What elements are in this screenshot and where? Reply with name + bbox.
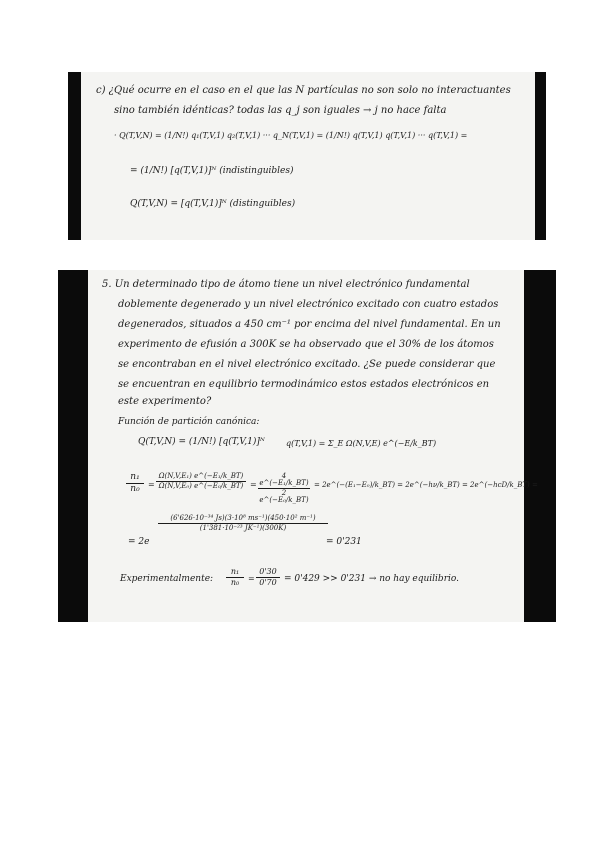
- ratio-f1-numerator: Ω(N,V,E₁) e^(−E₁/k_BT): [156, 473, 246, 482]
- question-c-line-1: c) ¿Qué ocurre en el caso en el que las N partículas no son solo no interactuantes: [96, 85, 511, 96]
- ratio-degeneracy-fraction: [156, 473, 246, 490]
- exp-ratio-values: [256, 568, 280, 587]
- photo-part-c: [68, 72, 546, 240]
- ratio-f2-numerator: 4 e^(−E₁/k_BT): [259, 472, 309, 487]
- problem-line-5: se encontraban en el nivel electrónico excitado. ¿Se puede considerar que: [118, 359, 496, 370]
- partition-function-heading: Función de partición canónica:: [118, 417, 260, 427]
- calc-prefix: = 2e: [128, 537, 150, 547]
- exponent-denominator: (1'381·10⁻²³ JK⁻¹)(300K): [199, 524, 287, 532]
- problem-line-3: degenerados, situados a 450 cm⁻¹ por encima del nivel fundamental. En un: [118, 319, 501, 330]
- exponent-numerator: (6'626·10⁻³⁴ Js)(3·10⁸ ms⁻¹)(450·10² m⁻¹): [158, 515, 328, 524]
- ratio-numeric-fraction: [258, 473, 310, 504]
- equation-distinguishable: Q(T,V,N) = [q(T,V,1)]ᴺ (distinguibles): [130, 199, 296, 209]
- equals-sign: =: [250, 480, 257, 489]
- ratio-n1-n0: [126, 473, 144, 494]
- equation-q-product: · Q(T,V,N) = (1/N!) q₁(T,V,1) q₂(T,V,1) ··· q_N(T,V,1) = (1/N!) q(T,V,1) q(T,V,1) ··· q(T,V,1) =: [114, 131, 468, 140]
- problem-line-6: se encuentran en equilibrio termodinámico estos estados electrónicos en: [118, 379, 490, 390]
- ratio-n0: n₀: [130, 484, 140, 494]
- equals-sign: =: [248, 574, 255, 583]
- experimental-label: Experimentalmente:: [120, 574, 214, 584]
- photo-problem-5: [58, 270, 556, 622]
- problem-line-2: doblemente degenerado y un nivel electrónico excitado con cuatro estados: [118, 299, 499, 310]
- question-c-line-2: sino también idénticas? todas las q_j son iguales → j no hace falta: [114, 105, 447, 116]
- canonical-q-equation: Q(T,V,N) = (1/N!) [q(T,V,1)]ᴺ: [138, 437, 265, 447]
- exp-n1: n₁: [226, 568, 244, 578]
- problem-line-1: 5. Un determinado tipo de átomo tiene un nivel electrónico fundamental: [102, 279, 470, 290]
- problem-line-4: experimento de efusión a 300K se ha observado que el 30% de los átomos: [118, 339, 494, 350]
- photo-left-border: [68, 72, 81, 240]
- equation-indistinguishable: = (1/N!) [q(T,V,1)]ᴺ (indistinguibles): [130, 166, 294, 176]
- exp-n0: n₀: [230, 578, 240, 587]
- equals-sign: =: [148, 480, 155, 489]
- experimental-conclusion: = 0'429 >> 0'231 → no hay equilibrio.: [284, 574, 459, 584]
- photo-left-border: [58, 270, 88, 622]
- ratio-exponential-chain: = 2e^(−(E₁−E₀)/k_BT) = 2e^(−hν/k_BT) = 2e^(−hcD/k_BT) =: [314, 481, 538, 489]
- photo-right-border: [535, 72, 546, 240]
- exp-mid-denominator: 0'70: [259, 578, 277, 587]
- problem-line-7: este experimento?: [118, 396, 212, 407]
- ratio-f2-denominator: 2 e^(−E₀/k_BT): [259, 489, 309, 504]
- exp-ratio-n1-n0: [226, 568, 244, 587]
- calc-result: = 0'231: [326, 537, 362, 547]
- photo-right-border: [524, 270, 556, 622]
- molecular-q-equation: q(T,V,1) = Σ_E Ω(N,V,E) e^(−E/k_BT): [286, 439, 437, 448]
- exp-mid-numerator: 0'30: [256, 568, 280, 578]
- exponent-calculation: [158, 515, 328, 532]
- ratio-f1-denominator: Ω(N,V,E₀) e^(−E₀/k_BT): [158, 482, 244, 490]
- ratio-n1: n₁: [126, 473, 144, 484]
